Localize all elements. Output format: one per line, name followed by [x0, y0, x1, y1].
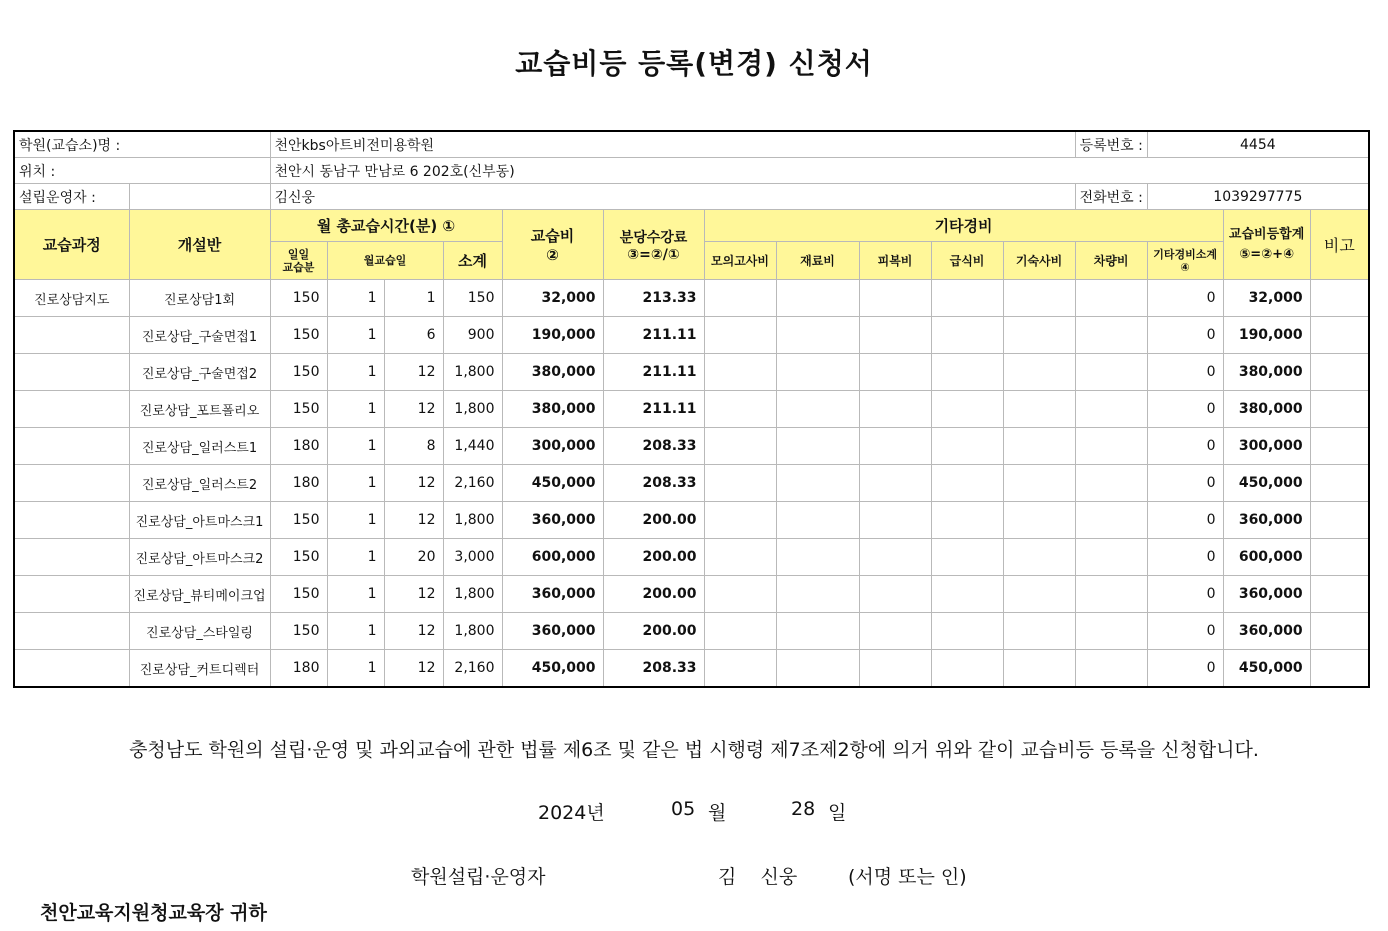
meals-cell — [931, 317, 1003, 354]
dorm-cell — [1003, 465, 1075, 502]
tuition-cell: 32,000 — [502, 280, 603, 317]
meals-cell — [931, 576, 1003, 613]
course-cell — [14, 465, 129, 502]
daily-minutes-cell: 150 — [270, 576, 327, 613]
class-cell: 진로상담_일러스트1 — [129, 428, 270, 465]
meals-cell — [931, 502, 1003, 539]
per-minute-cell: 211.11 — [603, 391, 704, 428]
course-cell — [14, 354, 129, 391]
other-subtotal-cell: 0 — [1147, 465, 1223, 502]
class-cell: 진로상담1회 — [129, 280, 270, 317]
materials-cell — [776, 428, 859, 465]
daily-minutes-cell: 150 — [270, 280, 327, 317]
remarks-cell — [1310, 539, 1369, 576]
tuition-cell: 360,000 — [502, 613, 603, 650]
meals-cell — [931, 539, 1003, 576]
info-row-location — [14, 158, 1369, 184]
meals-cell — [931, 465, 1003, 502]
dorm-cell — [1003, 576, 1075, 613]
monthly-count-cell: 1 — [327, 465, 384, 502]
mock-exam-cell — [704, 613, 776, 650]
header-tuition: 교습비 ② — [502, 210, 603, 280]
subtotal-cell: 1,800 — [443, 576, 502, 613]
daily-minutes-cell: 180 — [270, 465, 327, 502]
monthly-days-cell: 12 — [384, 576, 443, 613]
date-year: 2024년 — [538, 802, 605, 824]
mock-exam-cell — [704, 391, 776, 428]
total-cell: 32,000 — [1223, 280, 1310, 317]
mock-exam-cell — [704, 650, 776, 688]
total-cell: 360,000 — [1223, 576, 1310, 613]
monthly-days-cell: 12 — [384, 502, 443, 539]
tuition-cell: 600,000 — [502, 539, 603, 576]
course-cell — [14, 650, 129, 688]
reg-no-label: 등록번호 : — [1075, 131, 1147, 158]
remarks-cell — [1310, 317, 1369, 354]
class-cell: 진로상담_아트마스크1 — [129, 502, 270, 539]
monthly-days-cell: 12 — [384, 650, 443, 688]
monthly-days-cell: 20 — [384, 539, 443, 576]
vehicle-cell — [1075, 576, 1147, 613]
tuition-cell: 380,000 — [502, 391, 603, 428]
mock-exam-cell — [704, 428, 776, 465]
vehicle-cell — [1075, 391, 1147, 428]
monthly-days-cell: 12 — [384, 613, 443, 650]
materials-cell — [776, 539, 859, 576]
header-mock-exam: 모의고사비 — [704, 242, 776, 280]
header-monthly-days: 월교습일 — [327, 242, 443, 280]
subtotal-cell: 1,800 — [443, 502, 502, 539]
other-subtotal-cell: 0 — [1147, 428, 1223, 465]
class-cell: 진로상담_스타일링 — [129, 613, 270, 650]
total-cell: 600,000 — [1223, 539, 1310, 576]
monthly-days-cell: 8 — [384, 428, 443, 465]
meals-cell — [931, 391, 1003, 428]
monthly-count-cell: 1 — [327, 354, 384, 391]
tuition-cell: 360,000 — [502, 576, 603, 613]
info-row-academy — [14, 131, 1369, 158]
materials-cell — [776, 317, 859, 354]
table-row — [14, 613, 1369, 650]
other-subtotal-cell: 0 — [1147, 539, 1223, 576]
date-month: 05 — [671, 798, 696, 820]
phone-label: 전화번호 : — [1075, 184, 1147, 210]
location-label: 위치 : — [14, 158, 270, 184]
vehicle-cell — [1075, 613, 1147, 650]
per-minute-cell: 200.00 — [603, 502, 704, 539]
other-subtotal-cell: 0 — [1147, 650, 1223, 688]
subtotal-cell: 2,160 — [443, 465, 502, 502]
header-remarks: 비고 — [1310, 210, 1369, 280]
tuition-cell: 450,000 — [502, 650, 603, 688]
vehicle-cell — [1075, 465, 1147, 502]
mock-exam-cell — [704, 317, 776, 354]
table-row — [14, 391, 1369, 428]
course-cell — [14, 502, 129, 539]
course-cell: 진로상담지도 — [14, 280, 129, 317]
date-month-unit: 월 — [708, 802, 727, 824]
monthly-count-cell: 1 — [327, 280, 384, 317]
dorm-cell — [1003, 650, 1075, 688]
reg-no-value: 4454 — [1147, 131, 1369, 158]
table-row — [14, 539, 1369, 576]
dorm-cell — [1003, 502, 1075, 539]
vehicle-cell — [1075, 502, 1147, 539]
subtotal-cell: 1,800 — [443, 613, 502, 650]
remarks-cell — [1310, 280, 1369, 317]
mock-exam-cell — [704, 502, 776, 539]
class-cell: 진로상담_뷰티메이크업 — [129, 576, 270, 613]
registration-table — [13, 130, 1370, 688]
vehicle-cell — [1075, 317, 1147, 354]
signature-note: (서명 또는 인) — [848, 866, 967, 888]
meals-cell — [931, 613, 1003, 650]
per-minute-cell: 213.33 — [603, 280, 704, 317]
remarks-cell — [1310, 354, 1369, 391]
per-minute-cell: 200.00 — [603, 613, 704, 650]
table-row — [14, 576, 1369, 613]
header-vehicle: 차량비 — [1075, 242, 1147, 280]
clothing-cell — [859, 613, 931, 650]
other-subtotal-cell: 0 — [1147, 317, 1223, 354]
monthly-days-cell: 6 — [384, 317, 443, 354]
per-minute-cell: 211.11 — [603, 354, 704, 391]
total-cell: 380,000 — [1223, 354, 1310, 391]
daily-minutes-cell: 150 — [270, 354, 327, 391]
header-materials: 재료비 — [776, 242, 859, 280]
header-clothing: 피복비 — [859, 242, 931, 280]
tuition-cell: 380,000 — [502, 354, 603, 391]
subtotal-cell: 900 — [443, 317, 502, 354]
remarks-cell — [1310, 502, 1369, 539]
monthly-days-cell: 12 — [384, 354, 443, 391]
remarks-cell — [1310, 650, 1369, 688]
page-title: 교습비등 등록(변경) 신청서 — [515, 47, 873, 80]
total-cell: 360,000 — [1223, 502, 1310, 539]
total-cell: 360,000 — [1223, 613, 1310, 650]
mock-exam-cell — [704, 465, 776, 502]
tuition-cell: 450,000 — [502, 465, 603, 502]
per-minute-cell: 208.33 — [603, 465, 704, 502]
daily-minutes-cell: 150 — [270, 391, 327, 428]
clothing-cell — [859, 280, 931, 317]
dorm-cell — [1003, 280, 1075, 317]
daily-minutes-cell: 150 — [270, 502, 327, 539]
monthly-days-cell: 12 — [384, 391, 443, 428]
info-row-operator — [14, 184, 1369, 210]
materials-cell — [776, 502, 859, 539]
header-meals: 급식비 — [931, 242, 1003, 280]
date-day-unit: 일 — [828, 802, 847, 824]
other-subtotal-cell: 0 — [1147, 613, 1223, 650]
header-dorm: 기숙사비 — [1003, 242, 1075, 280]
monthly-count-cell: 1 — [327, 539, 384, 576]
remarks-cell — [1310, 465, 1369, 502]
subtotal-cell: 1,800 — [443, 391, 502, 428]
signature-label: 학원설립·운영자 — [411, 866, 546, 888]
monthly-days-cell: 1 — [384, 280, 443, 317]
total-cell: 300,000 — [1223, 428, 1310, 465]
meals-cell — [931, 354, 1003, 391]
other-subtotal-cell: 0 — [1147, 354, 1223, 391]
monthly-count-cell: 1 — [327, 650, 384, 688]
total-cell: 190,000 — [1223, 317, 1310, 354]
header-other-subtotal: 기타경비소계 ④ — [1147, 242, 1223, 280]
clothing-cell — [859, 650, 931, 688]
subtotal-cell: 150 — [443, 280, 502, 317]
clothing-cell — [859, 391, 931, 428]
operator-label: 설립운영자 : — [14, 184, 129, 210]
meals-cell — [931, 650, 1003, 688]
subtotal-cell: 1,440 — [443, 428, 502, 465]
operator-name: 김신웅 — [270, 184, 1075, 210]
header-other-costs: 기타경비 — [704, 210, 1223, 242]
total-cell: 450,000 — [1223, 650, 1310, 688]
table-row — [14, 354, 1369, 391]
vehicle-cell — [1075, 539, 1147, 576]
clothing-cell — [859, 428, 931, 465]
per-minute-cell: 208.33 — [603, 428, 704, 465]
header-row-1 — [14, 210, 1369, 242]
addressee: 천안교육지원청교육장 귀하 — [40, 902, 267, 924]
header-monthly-time: 월 총교습시간(분) ① — [270, 210, 502, 242]
vehicle-cell — [1075, 354, 1147, 391]
per-minute-cell: 208.33 — [603, 650, 704, 688]
materials-cell — [776, 280, 859, 317]
mock-exam-cell — [704, 576, 776, 613]
clothing-cell — [859, 465, 931, 502]
remarks-cell — [1310, 576, 1369, 613]
course-cell — [14, 428, 129, 465]
total-cell: 450,000 — [1223, 465, 1310, 502]
materials-cell — [776, 613, 859, 650]
dorm-cell — [1003, 317, 1075, 354]
dorm-cell — [1003, 613, 1075, 650]
class-cell: 진로상담_아트마스크2 — [129, 539, 270, 576]
monthly-count-cell: 1 — [327, 613, 384, 650]
course-cell — [14, 391, 129, 428]
operator-empty-cell — [129, 184, 270, 210]
clothing-cell — [859, 576, 931, 613]
meals-cell — [931, 428, 1003, 465]
clothing-cell — [859, 317, 931, 354]
table-row — [14, 650, 1369, 688]
phone-value: 1039297775 — [1147, 184, 1369, 210]
daily-minutes-cell: 150 — [270, 613, 327, 650]
other-subtotal-cell: 0 — [1147, 391, 1223, 428]
remarks-cell — [1310, 428, 1369, 465]
dorm-cell — [1003, 354, 1075, 391]
header-total: 교습비등합계 ⑤=②+④ — [1223, 210, 1310, 280]
daily-minutes-cell: 180 — [270, 650, 327, 688]
total-cell: 380,000 — [1223, 391, 1310, 428]
daily-minutes-cell: 180 — [270, 428, 327, 465]
monthly-count-cell: 1 — [327, 576, 384, 613]
application-statement: 충청남도 학원의 설립·운영 및 과외교습에 관한 법률 제6조 및 같은 법 시행령 제7조제2항에 의거 위와 같이 교습비등 등록을 신청합니다. — [129, 739, 1259, 761]
other-subtotal-cell: 0 — [1147, 576, 1223, 613]
per-minute-cell: 200.00 — [603, 539, 704, 576]
monthly-count-cell: 1 — [327, 317, 384, 354]
vehicle-cell — [1075, 650, 1147, 688]
monthly-count-cell: 1 — [327, 502, 384, 539]
meals-cell — [931, 280, 1003, 317]
materials-cell — [776, 650, 859, 688]
materials-cell — [776, 576, 859, 613]
vehicle-cell — [1075, 428, 1147, 465]
monthly-count-cell: 1 — [327, 391, 384, 428]
course-cell — [14, 317, 129, 354]
academy-name: 천안kbs아트비전미용학원 — [270, 131, 1075, 158]
clothing-cell — [859, 539, 931, 576]
subtotal-cell: 1,800 — [443, 354, 502, 391]
per-minute-cell: 211.11 — [603, 317, 704, 354]
vehicle-cell — [1075, 280, 1147, 317]
dorm-cell — [1003, 428, 1075, 465]
daily-minutes-cell: 150 — [270, 317, 327, 354]
subtotal-cell: 2,160 — [443, 650, 502, 688]
dorm-cell — [1003, 539, 1075, 576]
class-cell: 진로상담_일러스트2 — [129, 465, 270, 502]
materials-cell — [776, 354, 859, 391]
table-row — [14, 317, 1369, 354]
course-cell — [14, 613, 129, 650]
class-cell: 진로상담_구술면접1 — [129, 317, 270, 354]
course-cell — [14, 539, 129, 576]
remarks-cell — [1310, 391, 1369, 428]
daily-minutes-cell: 150 — [270, 539, 327, 576]
table-row — [14, 428, 1369, 465]
tuition-cell: 190,000 — [502, 317, 603, 354]
class-cell: 진로상담_포트폴리오 — [129, 391, 270, 428]
date-day: 28 — [791, 798, 816, 820]
tuition-cell: 300,000 — [502, 428, 603, 465]
monthly-days-cell: 12 — [384, 465, 443, 502]
header-class: 개설반 — [129, 210, 270, 280]
table-row — [14, 465, 1369, 502]
class-cell: 진로상담_구술면접2 — [129, 354, 270, 391]
other-subtotal-cell: 0 — [1147, 502, 1223, 539]
academy-label: 학원(교습소)명 : — [14, 131, 270, 158]
remarks-cell — [1310, 613, 1369, 650]
mock-exam-cell — [704, 280, 776, 317]
table-row — [14, 280, 1369, 317]
per-minute-cell: 200.00 — [603, 576, 704, 613]
subtotal-cell: 3,000 — [443, 539, 502, 576]
class-cell: 진로상담_커트디렉터 — [129, 650, 270, 688]
dorm-cell — [1003, 391, 1075, 428]
header-subtotal: 소계 — [443, 242, 502, 280]
header-per-minute: 분당수강료 ③=②/① — [603, 210, 704, 280]
header-course: 교습과정 — [14, 210, 129, 280]
materials-cell — [776, 465, 859, 502]
tuition-cell: 360,000 — [502, 502, 603, 539]
clothing-cell — [859, 354, 931, 391]
materials-cell — [776, 391, 859, 428]
monthly-count-cell: 1 — [327, 428, 384, 465]
header-daily-minutes: 일일 교습분 — [270, 242, 327, 280]
clothing-cell — [859, 502, 931, 539]
location-value: 천안시 동남구 만남로 6 202호(신부동) — [270, 158, 1369, 184]
mock-exam-cell — [704, 539, 776, 576]
course-cell — [14, 576, 129, 613]
table-row — [14, 502, 1369, 539]
mock-exam-cell — [704, 354, 776, 391]
signature-name: 김 신웅 — [718, 866, 798, 888]
other-subtotal-cell: 0 — [1147, 280, 1223, 317]
